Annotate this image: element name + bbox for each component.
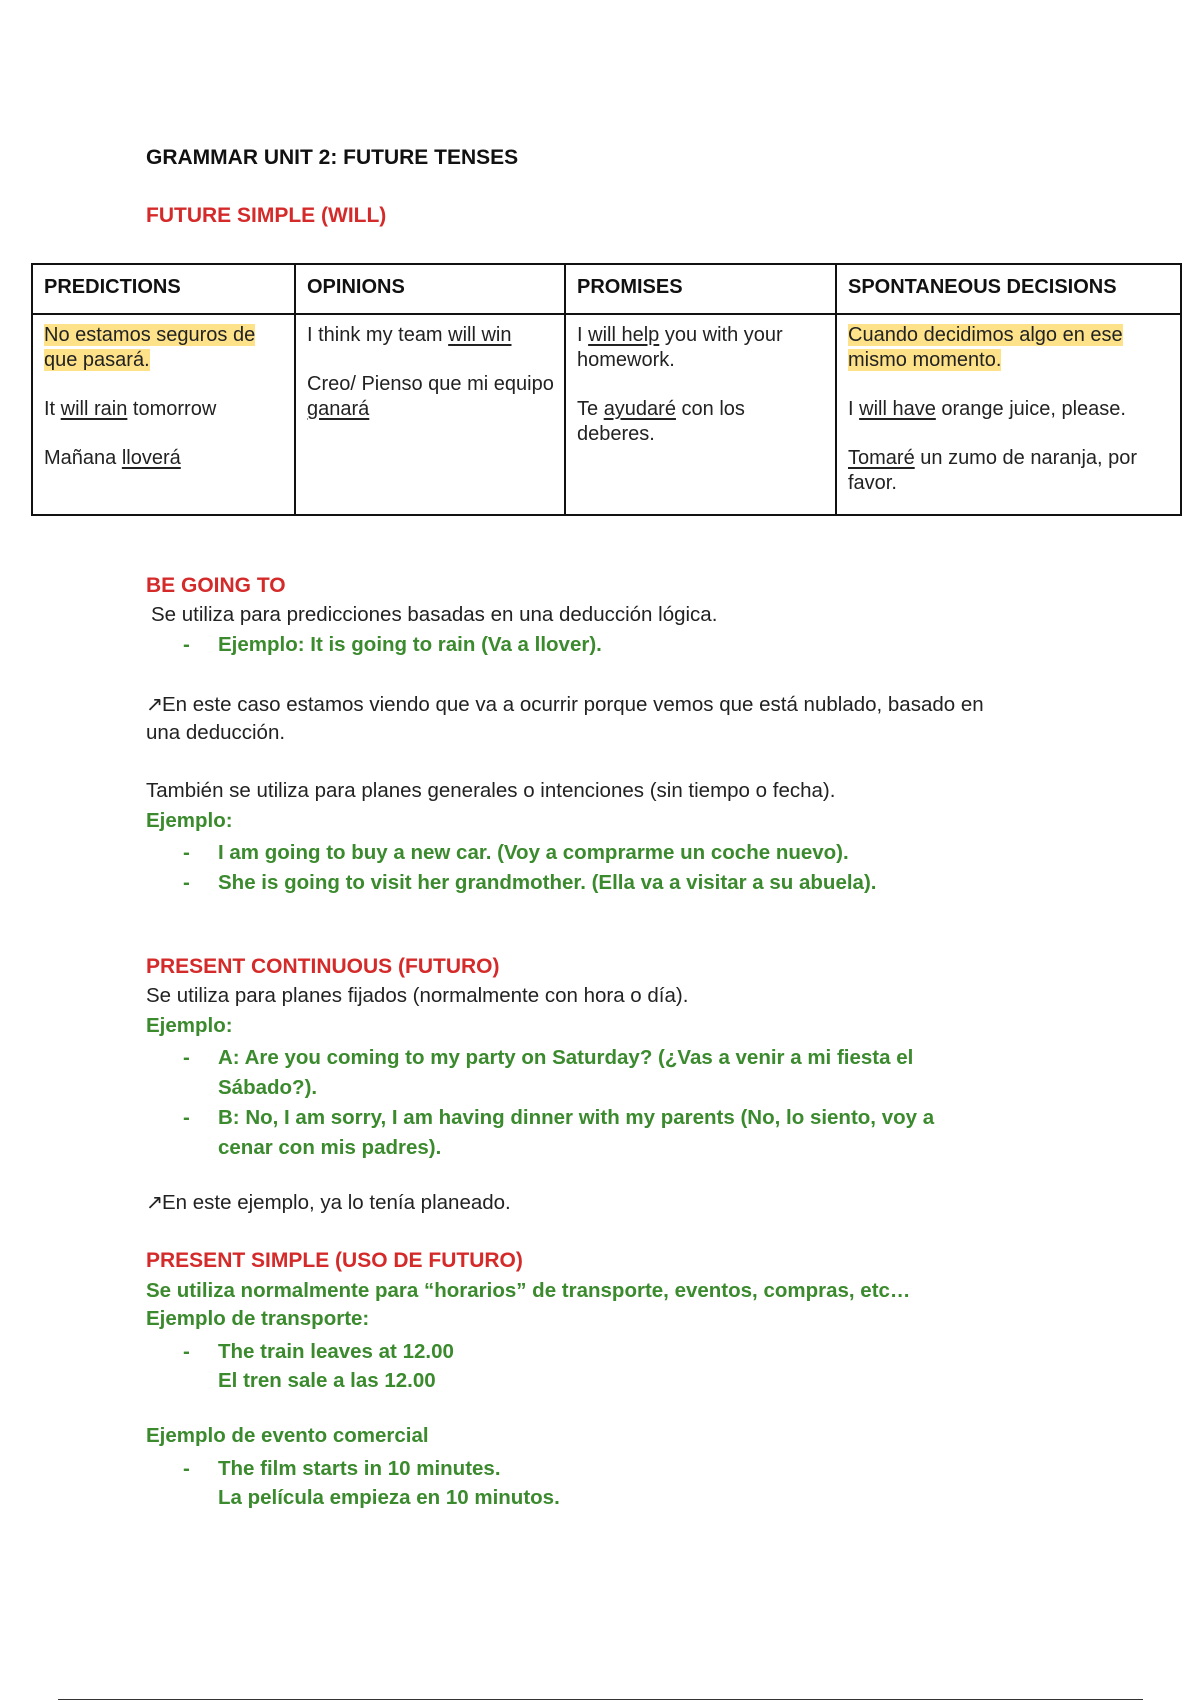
future-simple-heading: FUTURE SIMPLE (WILL) [146, 204, 387, 227]
header-promises: PROMISES [565, 264, 836, 314]
spontaneous-highlight: Cuando decidimos algo en ese mismo momento. [848, 324, 1123, 371]
list-item: - The train leaves at 12.00 El tren sale a las 12.00 [183, 1340, 454, 1392]
spontaneous-example-1: I will have orange juice, please. [848, 398, 1126, 420]
arrow-icon: ↗ [146, 693, 164, 716]
promises-example-2: Te ayudaré con los deberes. [577, 398, 745, 445]
present-continuous-example-label: Ejemplo: [146, 1014, 233, 1037]
header-predictions: PREDICTIONS [32, 264, 295, 314]
be-going-to-description: Se utiliza para predicciones basadas en una deducción lógica. [151, 603, 718, 626]
be-going-to-note-line-2: una deducción. [146, 721, 286, 744]
present-continuous-heading: PRESENT CONTINUOUS (FUTURO) [146, 955, 500, 978]
opinions-example-2: Creo/ Pienso que mi equipo ganará [307, 373, 554, 420]
promises-example-1: I will help you with your homework. [577, 324, 783, 371]
be-going-to-heading: BE GOING TO [146, 574, 286, 597]
table-header-row [32, 264, 1181, 314]
present-simple-description: Se utiliza normalmente para “horarios” de transporte, eventos, compras, etc… [146, 1279, 911, 1302]
cell-spontaneous-decisions [836, 314, 1181, 515]
predictions-example-1: It will rain tomorrow [44, 398, 217, 420]
present-continuous-description: Se utiliza para planes fijados (normalmente con hora o día). [146, 984, 689, 1007]
be-going-to-example-list [146, 633, 602, 657]
opinions-example-1: I think my team will win [307, 324, 512, 346]
be-going-to-description-2: También se utiliza para planes generales o intenciones (sin tiempo o fecha). [146, 779, 836, 802]
cell-predictions [32, 314, 295, 515]
present-simple-event-label: Ejemplo de evento comercial [146, 1424, 429, 1447]
table-row [32, 314, 1181, 515]
cell-promises [565, 314, 836, 515]
arrow-icon: ↗ [146, 1191, 164, 1214]
header-spontaneous-decisions: SPONTANEOUS DECISIONS [836, 264, 1181, 314]
spontaneous-example-2: Tomaré un zumo de naranja, por favor. [848, 447, 1138, 494]
present-simple-transport-examples [146, 1337, 454, 1395]
cell-opinions [295, 314, 565, 515]
be-going-to-example-label: Ejemplo: [146, 809, 233, 832]
be-going-to-note-line-1: ↗En este caso estamos viendo que va a ocurrir porque vemos que está nublado, basado en [146, 693, 984, 716]
list-item: - Ejemplo: It is going to rain (Va a llover). [183, 633, 602, 656]
page-title: GRAMMAR UNIT 2: FUTURE TENSES [146, 146, 519, 169]
future-simple-table [31, 263, 1182, 516]
present-simple-transport-label: Ejemplo de transporte: [146, 1307, 370, 1330]
header-opinions: OPINIONS [295, 264, 565, 314]
present-continuous-note: ↗En este ejemplo, ya lo tenía planeado. [146, 1191, 511, 1214]
be-going-to-examples [146, 838, 876, 898]
present-simple-heading: PRESENT SIMPLE (USO DE FUTURO) [146, 1249, 523, 1272]
present-simple-event-examples [146, 1454, 560, 1512]
list-item: - B: No, I am sorry, I am having dinner with my parents (No, lo siento, voy a cenar con mis padres). [183, 1106, 935, 1159]
list-item: - The film starts in 10 minutes. La película empieza en 10 minutos. [183, 1457, 560, 1509]
list-item: - I am going to buy a new car. (Voy a comprarme un coche nuevo). [183, 841, 849, 864]
list-item: - A: Are you coming to my party on Saturday? (¿Vas a venir a mi fiesta el Sábado?). [183, 1046, 914, 1099]
predictions-example-2: Mañana lloverá [44, 447, 181, 469]
predictions-highlight: No estamos seguros de que pasará. [44, 324, 256, 371]
present-continuous-examples [146, 1043, 934, 1163]
list-item: - She is going to visit her grandmother. (Ella va a visitar a su abuela). [183, 871, 877, 894]
